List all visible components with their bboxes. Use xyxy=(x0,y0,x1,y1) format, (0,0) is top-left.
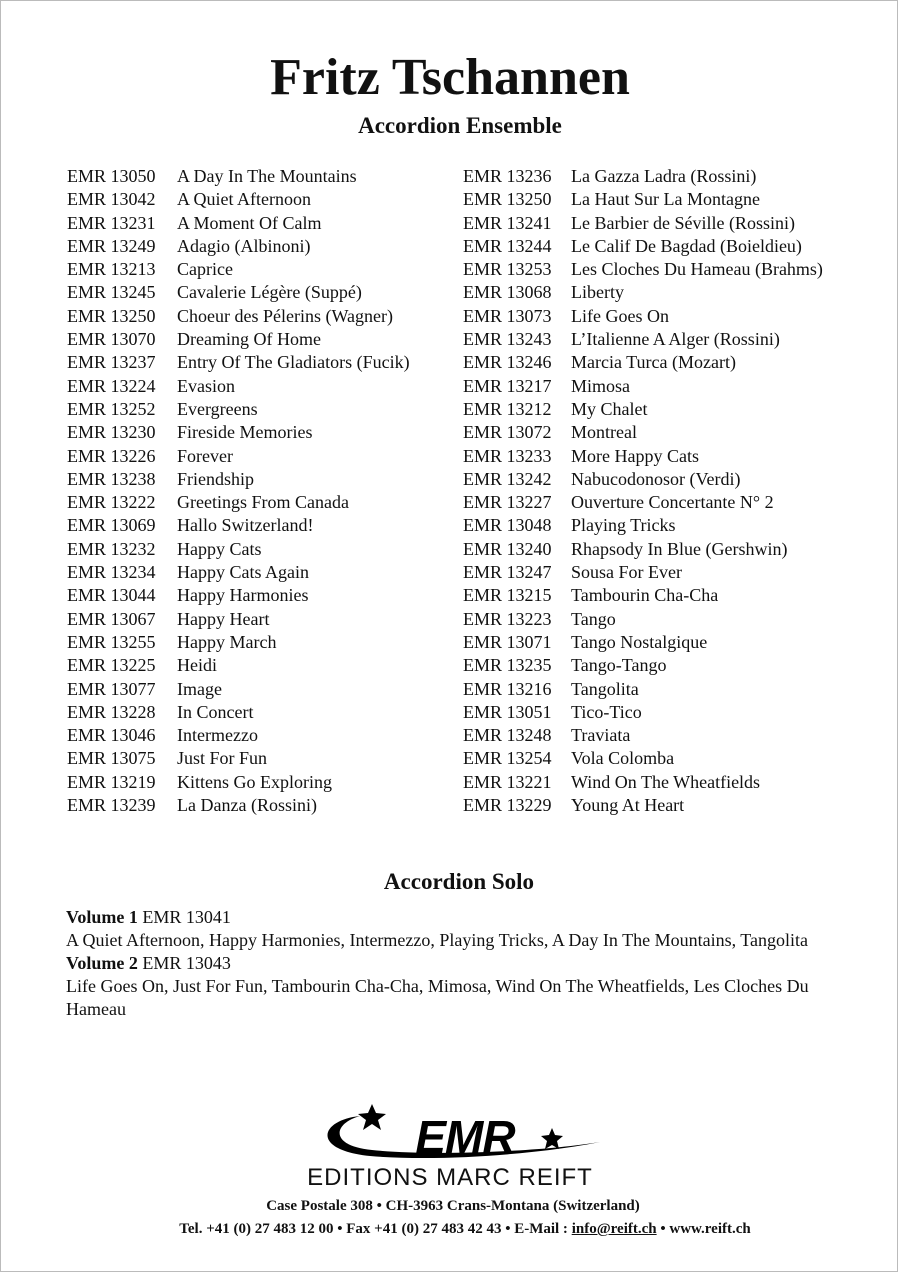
catalog-item xyxy=(463,235,823,258)
catalog-item xyxy=(67,631,410,654)
catalog-item xyxy=(67,724,410,747)
catalog-item xyxy=(67,235,410,258)
catalog-code: EMR 13224 xyxy=(67,375,156,396)
catalog-item xyxy=(463,678,823,701)
catalog-code: EMR 13250 xyxy=(67,305,156,326)
catalog-title: A Moment Of Calm xyxy=(177,212,322,233)
catalog-title: Kittens Go Exploring xyxy=(177,771,332,792)
catalog-title: Choeur des Pélerins (Wagner) xyxy=(177,305,393,326)
catalog-code: EMR 13230 xyxy=(67,422,156,443)
catalog-title: More Happy Cats xyxy=(571,445,699,466)
catalog-code: EMR 13247 xyxy=(463,562,552,583)
catalog-title: Dreaming Of Home xyxy=(177,329,321,350)
publisher-contact xyxy=(0,1219,900,1239)
catalog-item xyxy=(463,328,823,351)
section-heading-solo: Accordion Solo xyxy=(383,869,535,894)
catalog-title: Happy March xyxy=(177,631,277,652)
catalog-title: Playing Tricks xyxy=(571,515,676,536)
catalog-title: A Day In The Mountains xyxy=(177,166,357,186)
catalog-item xyxy=(463,514,823,537)
catalog-code: EMR 13255 xyxy=(67,631,156,652)
catalog-code: EMR 13226 xyxy=(67,445,156,466)
catalog-item xyxy=(463,584,823,607)
catalog-code: EMR 13240 xyxy=(463,538,552,559)
catalog-code: EMR 13042 xyxy=(67,189,156,210)
catalog-code: EMR 13233 xyxy=(463,445,552,466)
catalog-title: Hallo Switzerland! xyxy=(177,515,314,536)
catalog-code: EMR 13248 xyxy=(463,725,552,746)
catalog-item xyxy=(67,514,410,537)
volume-label: Volume 1 xyxy=(66,907,138,927)
catalog-title: Happy Cats xyxy=(177,538,262,559)
catalog-code: EMR 13217 xyxy=(463,375,552,396)
catalog-item xyxy=(463,398,823,421)
catalog-title: Heidi xyxy=(177,655,217,676)
catalog-code: EMR 13212 xyxy=(463,398,552,419)
catalog-code: EMR 13246 xyxy=(463,352,552,373)
catalog-title: A Quiet Afternoon xyxy=(177,189,311,210)
catalog-code: EMR 13239 xyxy=(67,795,156,816)
catalog-code: EMR 13245 xyxy=(67,282,156,303)
catalog-title: Montreal xyxy=(571,422,637,443)
catalog-code: EMR 13048 xyxy=(463,515,552,536)
catalog-title: Tico-Tico xyxy=(571,701,642,722)
volume-1-contents: A Quiet Afternoon, Happy Harmonies, Intermezzo, Playing Tricks, A Day In The Mountains, Tangolita xyxy=(66,930,808,950)
catalog-item xyxy=(463,561,823,584)
catalog-code: EMR 13252 xyxy=(67,398,156,419)
catalog-item xyxy=(67,421,410,444)
volume-code: EMR 13043 xyxy=(142,953,231,973)
catalog-title: Tango-Tango xyxy=(571,655,667,676)
catalog-item xyxy=(463,281,823,304)
catalog-code: EMR 13073 xyxy=(463,305,552,326)
catalog-item xyxy=(463,375,823,398)
catalog-item xyxy=(67,398,410,421)
catalog-title: Happy Heart xyxy=(177,608,270,629)
catalog-item xyxy=(463,258,823,281)
catalog-item xyxy=(67,491,410,514)
catalog-item xyxy=(463,305,823,328)
catalog-item xyxy=(463,421,823,444)
catalog-title: Just For Fun xyxy=(177,748,268,769)
catalog-title: Nabucodonosor (Verdi) xyxy=(571,468,741,489)
catalog-code: EMR 13219 xyxy=(67,771,156,792)
catalog-code: EMR 13225 xyxy=(67,655,156,676)
catalog-code: EMR 13242 xyxy=(463,468,552,489)
catalog-code: EMR 13236 xyxy=(463,166,552,186)
catalog-item xyxy=(67,375,410,398)
catalog-code: EMR 13222 xyxy=(67,492,156,513)
catalog-code: EMR 13232 xyxy=(67,538,156,559)
catalog-title: Le Calif De Bagdad (Boieldieu) xyxy=(571,235,802,256)
catalog-code: EMR 13234 xyxy=(67,562,156,583)
catalog-item xyxy=(67,445,410,468)
catalog-item xyxy=(67,165,410,188)
catalog-item xyxy=(463,188,823,211)
catalog-item xyxy=(463,794,823,817)
catalog-title: Evergreens xyxy=(177,398,258,419)
catalog-title: My Chalet xyxy=(571,398,648,419)
catalog-list-right xyxy=(463,165,823,817)
publisher-address: Case Postale 308 • CH-3963 Crans-Montana (Switzerland) xyxy=(266,1198,640,1214)
catalog-item xyxy=(463,631,823,654)
publisher-name: EDITIONS MARC REIFT xyxy=(307,1164,593,1191)
catalog-title: Wind On The Wheatfields xyxy=(571,771,761,792)
catalog-item xyxy=(463,351,823,374)
catalog-title: Young At Heart xyxy=(571,795,685,816)
catalog-code: EMR 13067 xyxy=(67,608,156,629)
catalog-item xyxy=(463,724,823,747)
catalog-title: L’Italienne A Alger (Rossini) xyxy=(571,329,780,350)
solo-volumes xyxy=(66,906,826,1021)
catalog-code: EMR 13069 xyxy=(67,515,156,536)
volume-2-header xyxy=(66,952,826,975)
catalog-item xyxy=(463,212,823,235)
catalog-title: Tango Nostalgique xyxy=(571,631,708,652)
catalog-code: EMR 13235 xyxy=(463,655,552,676)
catalog-code: EMR 13072 xyxy=(463,422,552,443)
catalog-code: EMR 13241 xyxy=(463,212,552,233)
catalog-list-left xyxy=(67,165,410,817)
catalog-code: EMR 13228 xyxy=(67,701,156,722)
catalog-title: Marcia Turca (Mozart) xyxy=(571,352,736,373)
catalog-code: EMR 13231 xyxy=(67,212,156,233)
catalog-item xyxy=(67,794,410,817)
catalog-title: Intermezzo xyxy=(177,725,258,746)
catalog-code: EMR 13075 xyxy=(67,748,156,769)
catalog-title: Cavalerie Légère (Suppé) xyxy=(177,282,362,303)
catalog-title: Rhapsody In Blue (Gershwin) xyxy=(571,538,788,559)
catalog-title: Tango xyxy=(571,608,616,629)
catalog-item xyxy=(67,584,410,607)
catalog-code: EMR 13237 xyxy=(67,352,156,373)
catalog-code: EMR 13215 xyxy=(463,585,552,606)
catalog-code: EMR 13213 xyxy=(67,259,156,280)
email-link[interactable]: info@reift.ch xyxy=(571,1221,657,1237)
catalog-title: Forever xyxy=(177,445,233,466)
catalog-title: Fireside Memories xyxy=(177,422,313,443)
catalog-code: EMR 13223 xyxy=(463,608,552,629)
contact-website: • www.reift.ch xyxy=(656,1221,751,1237)
volume-label: Volume 2 xyxy=(66,953,138,973)
catalog-code: EMR 13070 xyxy=(67,329,156,350)
section-heading-ensemble: Accordion Ensemble xyxy=(358,113,562,138)
catalog-title: Entry Of The Gladiators (Fucik) xyxy=(177,352,410,373)
catalog-item xyxy=(67,351,410,374)
catalog-title: Happy Harmonies xyxy=(177,585,309,606)
catalog-item xyxy=(67,771,410,794)
catalog-item xyxy=(463,747,823,770)
logo-wordmark: EMR xyxy=(415,1111,515,1163)
catalog-title: Image xyxy=(177,678,222,699)
catalog-title: Friendship xyxy=(177,468,255,489)
catalog-item xyxy=(463,771,823,794)
catalog-code: EMR 13068 xyxy=(463,282,552,303)
catalog-code: EMR 13249 xyxy=(67,235,156,256)
catalog-title: Liberty xyxy=(571,282,624,303)
catalog-title: La Gazza Ladra (Rossini) xyxy=(571,166,757,186)
catalog-code: EMR 13077 xyxy=(67,678,156,699)
contact-phone-fax: Tel. +41 (0) 27 483 12 00 • Fax +41 (0) 27 483 42 43 • E-Mail : xyxy=(179,1221,572,1237)
catalog-item xyxy=(463,608,823,631)
catalog-item xyxy=(463,468,823,491)
catalog-code: EMR 13250 xyxy=(463,189,552,210)
catalog-item xyxy=(67,747,410,770)
catalog-title: In Concert xyxy=(177,701,254,722)
catalog-title: Sousa For Ever xyxy=(571,562,682,583)
catalog-code: EMR 13216 xyxy=(463,678,552,699)
catalog-title: Adagio (Albinoni) xyxy=(177,235,311,256)
catalog-item xyxy=(463,165,823,188)
catalog-title: Les Cloches Du Hameau (Brahms) xyxy=(571,259,823,280)
catalog-item xyxy=(67,538,410,561)
catalog-title: Evasion xyxy=(177,375,235,396)
catalog-code: EMR 13238 xyxy=(67,468,156,489)
catalog-code: EMR 13253 xyxy=(463,259,552,280)
catalog-title: Greetings From Canada xyxy=(177,492,349,513)
catalog-title: Traviata xyxy=(571,725,631,746)
catalog-item xyxy=(67,561,410,584)
catalog-item xyxy=(463,538,823,561)
catalog-item xyxy=(67,258,410,281)
volume-1-header xyxy=(66,906,826,929)
catalog-item xyxy=(67,678,410,701)
catalog-item xyxy=(67,468,410,491)
volume-2-contents: Life Goes On, Just For Fun, Tambourin Cha-Cha, Mimosa, Wind On The Wheatfields, Les Cloches Du Hameau xyxy=(66,976,809,1019)
catalog-code: EMR 13227 xyxy=(463,492,552,513)
catalog-item xyxy=(67,212,410,235)
catalog-title: Mimosa xyxy=(571,375,631,396)
catalog-item xyxy=(67,281,410,304)
catalog-code: EMR 13243 xyxy=(463,329,552,350)
catalog-title: Life Goes On xyxy=(571,305,669,326)
catalog-code: EMR 13221 xyxy=(463,771,552,792)
catalog-item xyxy=(463,654,823,677)
catalog-title: Tangolita xyxy=(571,678,639,699)
catalog-item xyxy=(463,445,823,468)
catalog-item xyxy=(67,654,410,677)
catalog-item xyxy=(67,305,410,328)
catalog-code: EMR 13051 xyxy=(463,701,552,722)
catalog-code: EMR 13254 xyxy=(463,748,552,769)
catalog-code: EMR 13046 xyxy=(67,725,156,746)
catalog-title: Tambourin Cha-Cha xyxy=(571,585,719,606)
catalog-title: Happy Cats Again xyxy=(177,562,309,583)
catalog-item xyxy=(463,491,823,514)
catalog-code: EMR 13071 xyxy=(463,631,552,652)
catalog-title: La Danza (Rossini) xyxy=(177,795,317,816)
catalog-title: La Haut Sur La Montagne xyxy=(571,189,760,210)
catalog-code: EMR 13229 xyxy=(463,795,552,816)
volume-code: EMR 13041 xyxy=(142,907,231,927)
catalog-item xyxy=(67,701,410,724)
catalog-item xyxy=(67,328,410,351)
catalog-item xyxy=(463,701,823,724)
catalog-title: Le Barbier de Séville (Rossini) xyxy=(571,212,795,233)
catalog-code: EMR 13044 xyxy=(67,585,156,606)
catalog-item xyxy=(67,188,410,211)
catalog-code: EMR 13244 xyxy=(463,235,552,256)
catalog-title: Ouverture Concertante N° 2 xyxy=(571,492,774,513)
catalog-item xyxy=(67,608,410,631)
catalog-code: EMR 13050 xyxy=(67,166,156,186)
catalog-title: Caprice xyxy=(177,259,233,280)
catalog-title: Vola Colomba xyxy=(571,748,675,769)
composer-title: Fritz Tschannen xyxy=(270,49,630,106)
